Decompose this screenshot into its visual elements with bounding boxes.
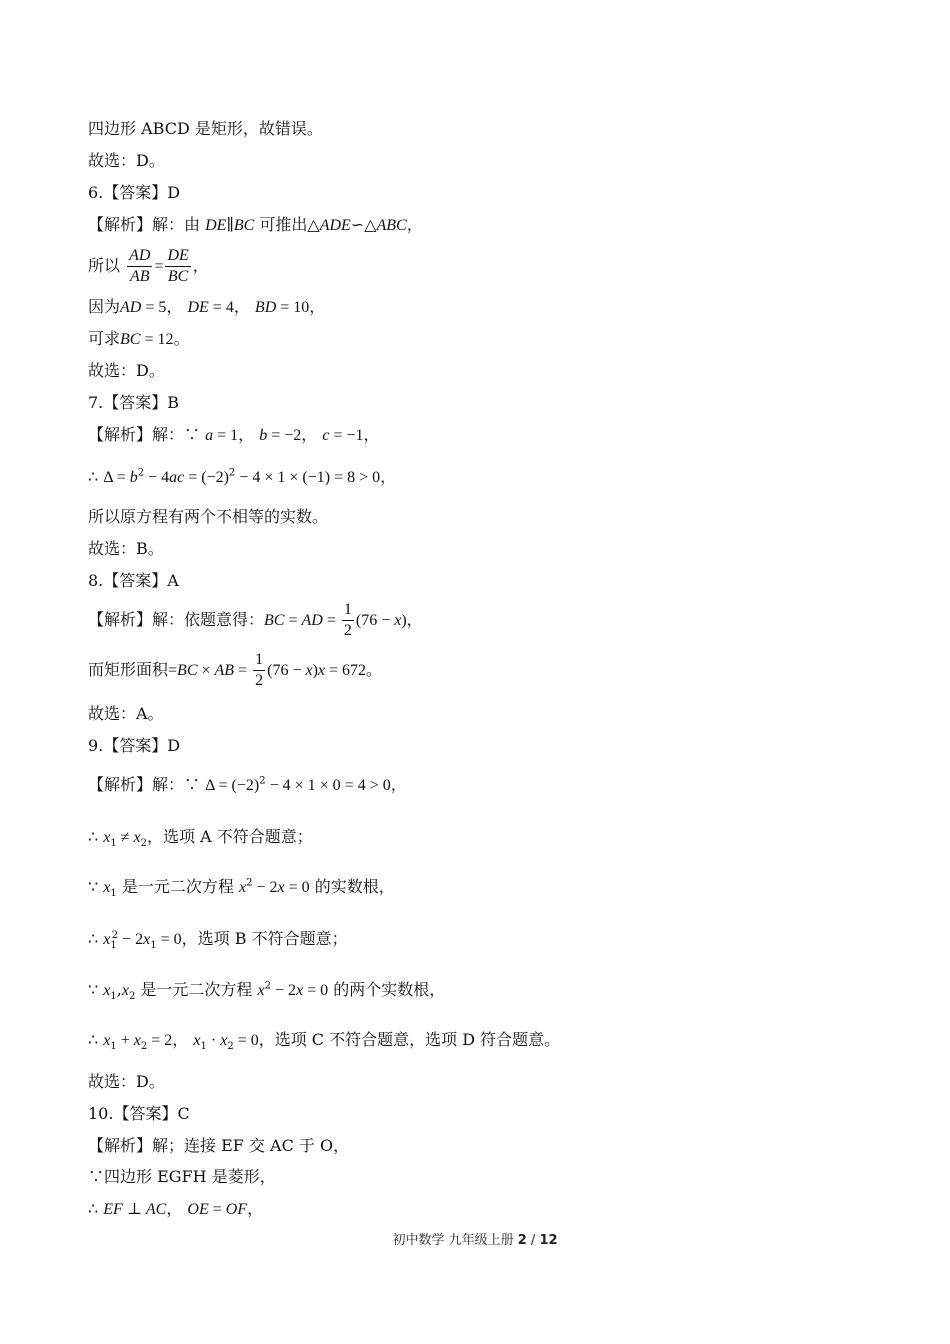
solution-line: ∵ $x_1,x_2$ 是一元二次方程 $x^2 - 2x = 0$ 的两个实数根， (88, 980, 446, 1003)
text-line: 所以原方程有两个不相等的实数。 (88, 507, 329, 526)
solution-line: 【解析】解：依题意得：BC = AD = $\frac{1}{2}$ (76 − x)， (88, 601, 423, 639)
solution-line: 而矩形面积=BC × AB = $\frac{1}{2}$ (76 − x)x = 672。 (88, 651, 383, 689)
page-footer (0, 1229, 950, 1248)
solution-line: 因为AD = 5， DE = 4， BD = 10， (88, 297, 326, 316)
answer-heading-q9: 9.【答案】D (88, 736, 181, 755)
solution-line: ∵ $x_1$ 是一元二次方程 $x^2 - 2x = 0$ 的实数根， (88, 877, 395, 900)
solution-line: 【解析】解：由 DE∥BC 可推出△ADE∽△ABC， (88, 215, 423, 234)
solution-text: ，选项 B 不符合题意； (181, 929, 348, 948)
solution-text: 【解析】解：依题意得： (88, 610, 265, 629)
solution-line: 可求BC = 12。 (88, 329, 190, 348)
solution-text: 【解析】解： (88, 775, 185, 794)
text-line: 【解析】解；连接 EF 交 AC 于 O， (88, 1136, 350, 1155)
solution-text: 因为 (88, 297, 121, 316)
solution-text: ，选项 A 不符合题意； (147, 827, 313, 846)
text-line: ∵四边形 EGFH 是菱形， (88, 1167, 276, 1186)
solution-line: 所以 $\frac{AD}{AB}$ = $\frac{DE}{BC}$ ， (88, 247, 209, 285)
solution-line: ∴ $\Delta = b^2 - 4ac = (-2)^2 - 4 \times 1 \times (-1) = 8 > 0$， (88, 467, 397, 486)
solution-text: 【解析】解： (88, 425, 185, 444)
solution-text: 所以 (88, 256, 121, 275)
solution-text: 可推出 (259, 215, 308, 234)
answer-heading-q8: 8.【答案】A (88, 571, 179, 590)
text-line: 故选：D。 (88, 1072, 165, 1091)
solution-text: 的两个实数根， (333, 980, 446, 999)
page-number: 2 (517, 1233, 527, 1248)
solution-text: 【解析】解：由 (88, 215, 201, 234)
fraction: $\frac{1}{2}$ (255, 651, 264, 689)
solution-text: 的实数根， (314, 877, 395, 896)
math-expression: BC (120, 331, 141, 348)
solution-text: 可求 (88, 329, 121, 348)
fraction: $\frac{1}{2}$ (343, 601, 352, 639)
fraction: $\frac{AD}{AB}$ (129, 247, 151, 285)
solution-text: 是一元二次方程 (140, 980, 253, 999)
text-line: 故选：D。 (88, 361, 165, 380)
solution-line: ∴ $x_1 \ne x_2$，选项 A 不符合题意； (88, 827, 313, 850)
answer-heading-q7: 7.【答案】B (88, 393, 180, 412)
math-expression: AD (120, 299, 142, 316)
text-line: 四边形 ABCD 是矩形，故错误。 (88, 119, 323, 138)
math-expression: △ADE∽△ABC (307, 217, 407, 234)
footer-title: 初中数学 九年级上册 (392, 1233, 518, 1248)
solution-text: 是一元二次方程 (121, 877, 234, 896)
fraction: $\frac{DE}{BC}$ (167, 247, 189, 285)
text-line: 故选：B。 (88, 539, 164, 558)
text-line: 故选：D。 (88, 151, 165, 170)
math-expression: DE∥BC (205, 217, 255, 234)
text-line: 故选：A。 (88, 704, 164, 723)
solution-line: 【解析】解：∵ $\Delta = (-2)^2 - 4 \times 1 \times 0 = 4 > 0$， (88, 775, 407, 794)
solution-line: ∴ EF ⊥ AC， OE = OF， (88, 1199, 264, 1218)
page-separator: / (526, 1233, 540, 1248)
solution-text: ，选项 C 不符合题意，选项 D 符合题意。 (258, 1030, 561, 1049)
answer-heading-q10: 10.【答案】C (88, 1104, 190, 1123)
solution-line: 【解析】解：∵ a = 1， b = −2， c = −1， (88, 425, 380, 444)
page-total: 12 (539, 1233, 558, 1248)
solution-line: ∴ $x_1^2 - 2x_1 = 0$，选项 B 不符合题意； (88, 929, 348, 952)
solution-line: ∴ $x_1 + x_2 = 2$， $x_1 \cdot x_2 = 0$，选项 C 不符合题意，选项 D 符合题意。 (88, 1030, 561, 1053)
answer-heading-q6: 6.【答案】D (88, 183, 181, 202)
solution-text: 而矩形面积 (88, 660, 169, 679)
